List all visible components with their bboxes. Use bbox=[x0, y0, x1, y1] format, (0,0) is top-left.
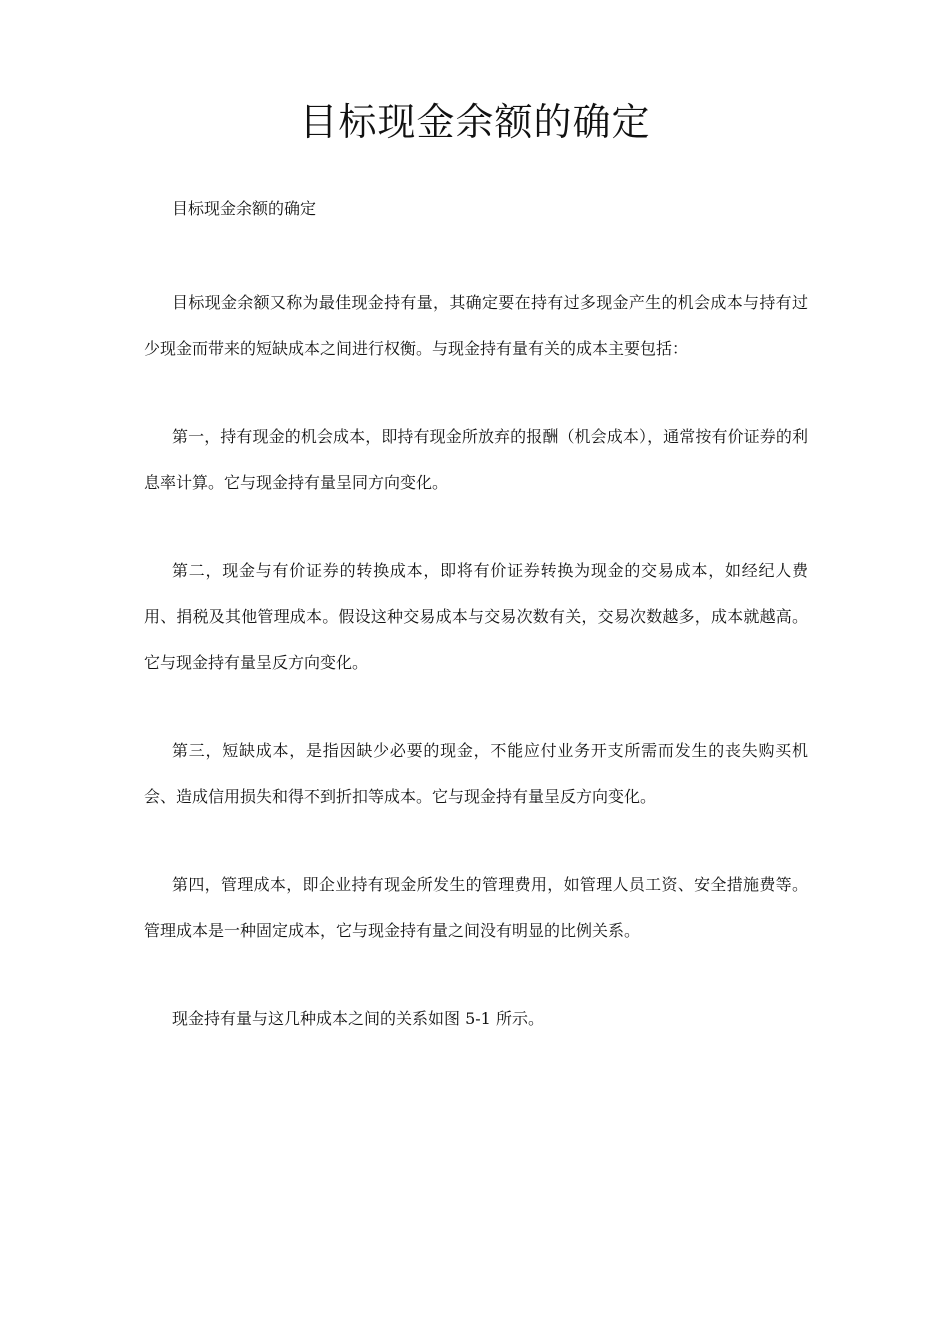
paragraph-first-cost: 第一，持有现金的机会成本，即持有现金所放弃的报酬（机会成本），通常按有价证券的利息率计算。它与现金持有量呈同方向变化。 bbox=[144, 427, 808, 492]
paragraph-fourth-cost: 第四，管理成本，即企业持有现金所发生的管理费用，如管理人员工资、安全措施费等。管理成本是一种固定成本，它与现金持有量之间没有明显的比例关系。 bbox=[144, 875, 808, 940]
paragraph-second-cost: 第二，现金与有价证券的转换成本，即将有价证券转换为现金的交易成本，如经纪人费用、捐税及其他管理成本。假设这种交易成本与交易次数有关，交易次数越多，成本就越高。它与现金持有量呈反方向变化。 bbox=[144, 561, 808, 672]
page-title: 目标现金余额的确定 bbox=[299, 100, 651, 144]
paragraph-figure-reference: 现金持有量与这几种成本之间的关系如图 5-1 所示。 bbox=[172, 1009, 544, 1028]
paragraph-intro: 目标现金余额又称为最佳现金持有量，其确定要在持有过多现金产生的机会成本与持有过少现金而带来的短缺成本之间进行权衡。与现金持有量有关的成本主要包括： bbox=[144, 293, 808, 358]
paragraph-third-cost: 第三，短缺成本，是指因缺少必要的现金，不能应付业务开支所需而发生的丧失购买机会、造成信用损失和得不到折扣等成本。它与现金持有量呈反方向变化。 bbox=[144, 741, 808, 806]
section-heading: 目标现金余额的确定 bbox=[172, 199, 317, 218]
